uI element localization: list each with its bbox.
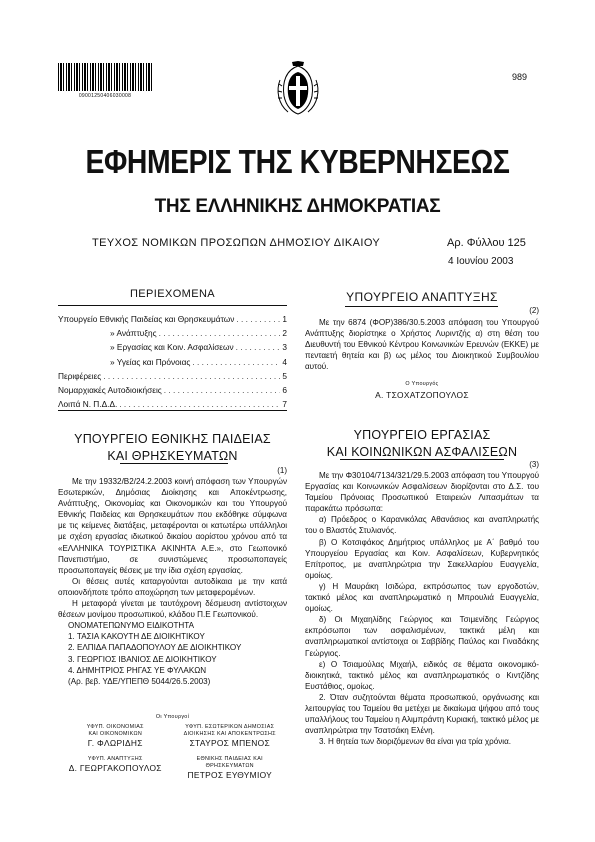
sheet-number: Αρ. Φύλλου 125: [447, 237, 526, 249]
barcode: [58, 63, 152, 91]
list-item: 4. ΔΗΜΗΤΡΙΟΣ ΡΗΓΑΣ ΥΕ ΦΥΛΑΚΩΝ: [68, 665, 207, 675]
list-heading: ΟΝΟΜΑΤΕΠΩΝΥΜΟ ΕΙΔΙΚΟΤΗΤΑ: [68, 621, 195, 631]
toc-row[interactable]: Λοιπά Ν. Π.Δ.Δ. . . . 7: [58, 397, 287, 411]
list-item: 2. ΕΛΠΙΔΑ ΠΑΠΑΔΟΠΟΥΛΟΥ ΔΕ ΔΙΟΙΚΗΤΙΚΟΥ: [68, 643, 242, 653]
section-heading-development: ΥΠΟΥΡΓΕΙΟ ΑΝΑΠΤΥΞΗΣ: [346, 290, 498, 304]
toc-row[interactable]: Περιφέρειες . . . 5: [58, 369, 287, 383]
section-heading-labour: ΥΠΟΥΡΓΕΙΟ ΕΡΓΑΣΙΑΣ ΚΑΙ ΚΟΙΝΩΝΙΚΩΝ ΑΣΦΑΛΙΣΕΩΝ: [326, 428, 518, 459]
list-item: 1. ΤΑΣΙΑ ΚΑΚΟΥΤΗ ΔΕ ΔΙΟΙΚΗΤΙΚΟΥ: [68, 632, 205, 642]
section-rule: [120, 463, 228, 464]
signature-block: ΕΘΝΙΚΗΣ ΠΑΙΔΕΙΑΣ ΚΑΙ ΘΡΗΣΚΕΥΜΑΤΩΝ ΠΕΤΡΟΣ ΕΥΘΥΜΙΟΥ: [187, 756, 273, 780]
toc-row[interactable]: » Εργασίας και Κοιν. Ασφαλίσεων . . . 3: [58, 340, 287, 354]
issue-series: ΤΕΥΧΟΣ ΝΟΜΙΚΩΝ ΠΡΟΣΩΠΩΝ ΔΗΜΟΣΙΟΥ ΔΙΚΑΙΟΥ: [92, 237, 381, 249]
education-decision-text: Με την 19332/Β2/24.2.2003 κοινή απόφαση των Υπουργών Εσωτερικών, Δημόσιας Διοίκησης και Αποκέντρωσης, Ανάπτυξης, Οικονομίας και Οικονομικών και του Υπουργού Εθνικής Παιδείας και Θρησκευμάτων που εκδόθηκε σύμφωνα με τις κείμενες διατάξεις, μεταφέρονται οι κατωτέρω υπάλληλοι με σχέση εργασίας ιδιωτικού δικαίου αορίστου χρόνου από τα «ΕΛΛΗΝΙΚΑ ΤΟΥΡΙΣΤΙΚΑ ΑΚΙΝΗΤΑ Α.Ε.», στο Γεωπονικό Πανεπιστήμιο, σε συνιστώμενες προσωποπαγείς προσωποπαγείς θέσεις με την ίδια σχέση εργασίας. Οι θέσεις αυτές καταργούνται αυτοδίκαια με την κατά οποιονδήποτε τρόπο αποχώρηση των μεταφερομένων. Η μεταφορά γίνεται με ταυτόχρονη δέσμευση αντίστοιχων θέσεων μονίμου προσωπικού, κλάδου Π.Ε Γεωπονικού. ΟΝΟΜΑΤΕΠΩΝΥΜΟ ΕΙΔΙΚΟΤΗΤΑ 1. ΤΑΣΙΑ ΚΑΚΟΥΤΗ ΔΕ ΔΙΟΙΚΗΤΙΚΟΥ 2. ΕΛΠΙΔΑ ΠΑΠΑΔΟΠΟΥΛΟΥ ΔΕ ΔΙΟΙΚΗΤΙΚΟΥ 3. ΓΕΩΡΓΙΟΣ ΙΒΑΝΙΟΣ ΔΕ ΔΙΟΙΚΗΤΙΚΟΥ 4. ΔΗΜΗΤΡΙΟΣ ΡΗΓΑΣ ΥΕ ΦΥΛΑΚΩΝ (Αρ. βεβ. ΥΔΕ/ΥΠΕΠΘ 5044/26.5.2003): [58, 477, 287, 686]
toc-bottom-rule: [58, 410, 287, 411]
toc-row[interactable]: » Ανάπτυξης . . . 2: [58, 326, 287, 340]
item-number: (3): [529, 460, 539, 469]
toc-rule: [58, 305, 287, 306]
signature-block: ΥΦΥΠ. ΑΝΑΠΤΥΞΗΣ Δ. ΓΕΩΡΓΑΚΟΠΟΥΛΟΣ: [68, 756, 162, 773]
list-item: 3. ΓΕΩΡΓΙΟΣ ΙΒΑΝΙΟΣ ΔΕ ΔΙΟΙΚΗΤΙΚΟΥ: [68, 654, 217, 664]
gazette-title: ΕΦΗΜΕΡΙΣ ΤΗΣ ΚΥΒΕΡΝΗΣΕΩΣ: [85, 143, 510, 180]
signer-label: Ο Υπουργός: [405, 381, 439, 387]
signers-label: Οι Υπουργοί: [155, 714, 190, 720]
barcode-number: 09001250406030008: [78, 93, 132, 99]
toc-row[interactable]: » Υγείας και Πρόνοιας . . . 4: [58, 355, 287, 369]
reference: (Αρ. βεβ. ΥΔΕ/ΥΠΕΠΘ 5044/26.5.2003): [68, 676, 211, 686]
development-decision-text: Με την 6874 (ΦΟΡ)386/30.5.2003 απόφαση του Υπουργού Ανάπτυξης διορίστηκε ο Χρήστος Λυριντζής α) στη θέση του Διευθυντή του Εθνικού Κέντρου Κοινωνικών Ερευνών (ΕΚΚΕ) με πενταετή θητεία και β) ως μέλος του Διοικητικού Συμβουλίου αυτού.: [305, 318, 539, 372]
toc-row[interactable]: Νομαρχιακές Αυτοδιοικήσεις . . . 6: [58, 383, 287, 397]
table-of-contents: [58, 312, 287, 411]
signature-block: ΥΦΥΠ. ΟΙΚΟΝΟΜΙΑΣ ΚΑΙ ΟΙΚΟΝΟΜΙΚΩΝ Γ. ΦΛΩΡΙΔΗΣ: [86, 724, 144, 748]
signature-block: ΥΦΥΠ. ΕΣΩΤΕΡΙΚΩΝ ΔΗΜΟΣΙΑΣ ΔΙΟΙΚΗΣΗΣ ΚΑΙ ΑΠΟΚΕΝΤΡΩΣΗΣ ΣΤΑΥΡΟΣ ΜΠΕΝΟΣ: [183, 724, 276, 748]
toc-heading: ΠΕΡΙΕΧΟΜΕΝΑ: [129, 288, 216, 300]
issue-date: 4 Ιουνίου 2003: [448, 256, 514, 267]
coat-of-arms-icon: [274, 60, 322, 120]
page-number: 989: [511, 72, 527, 82]
item-number: (1): [277, 466, 287, 475]
gazette-subtitle: ΤΗΣ ΕΛΛΗΝΙΚΗΣ ΔΗΜΟΚΡΑΤΙΑΣ: [154, 196, 441, 217]
signatures: [58, 724, 287, 780]
signer-name: Α. ΤΣΟΧΑΤΖΟΠΟΥΛΟΣ: [375, 390, 469, 400]
labour-decision-text: Με την Φ30104/7134/321/29.5.2003 απόφαση του Υπουργού Εργασίας και Κοινωνικών Ασφαλίσεων διορίζονται στο Δ.Σ. του Ταμείου Πρόνοιας Προσωπικού Εταιρειών Λιπασμάτων τα παρακάτω πρόσωπα: α) Πρόεδρος ο Καρανικόλας Αθανάσιος και αναπληρωτής του ο Βλαστός Στυλιανός. β) Ο Κοτσιφάκος Δημήτριος υπάλληλος με Α΄ βαθμό του Υπουργείου Εργασίας και Κοιν. Ασφαλίσεων, Κυβερνητικός Επίτροπος, με αναπληρώτρια την Σακελλαρίου Ευαγγελία, ομοίως. γ) Η Μαυράκη Ισιδώρα, εκπρόσωπος των εργοδοτών, τακτικό μέλος και αναπληρωματικό η Μπρουλιά Ευαγγελία, ομοίως. δ) Οι Μιχαηλίδης Γεώργιος και Τσιμενίδης Γεώργιος εκπρόσωποι των ασφαλισμένων, τακτικά μέλη και αναπληρωματικοί αντίστοιχα οι Σαββίδης Παύλος και Γιναδάκης Γεώργιος. ε) Ο Τσιαμούλας Μιχαήλ, ειδικός σε θέματα οικονομικό-διοικητικά, τακτικό μέλος και αναπληρωματικός ο Κιντζίδης Ευστάθιος, ομοίως. 2. Όταν συζητούνται θέματα προσωπικού, οργάνωσης και λειτουργίας του Ταμείου θα μετέχει με δικαίωμα ψήφου από τους υπαλλήλους του Ταμείου η Αλιμπράντη Κυριακή, τακτικό μέλος με αναπληρώτρια την Τσατσάκη Ελένη. 3. Η θητεία των διοριζόμενων θα είναι για τρία χρόνια.: [305, 471, 539, 747]
item-number: (2): [529, 306, 539, 315]
toc-row[interactable]: Υπουργείο Εθνικής Παιδείας και Θρησκευμάτων . . . 1: [58, 312, 287, 326]
section-heading-education: ΥΠΟΥΡΓΕΙΟ ΕΘΝΙΚΗΣ ΠΑΙΔΕΙΑΣ ΚΑΙ ΘΡΗΣΚΕΥΜΑΤΩΝ: [74, 432, 271, 463]
